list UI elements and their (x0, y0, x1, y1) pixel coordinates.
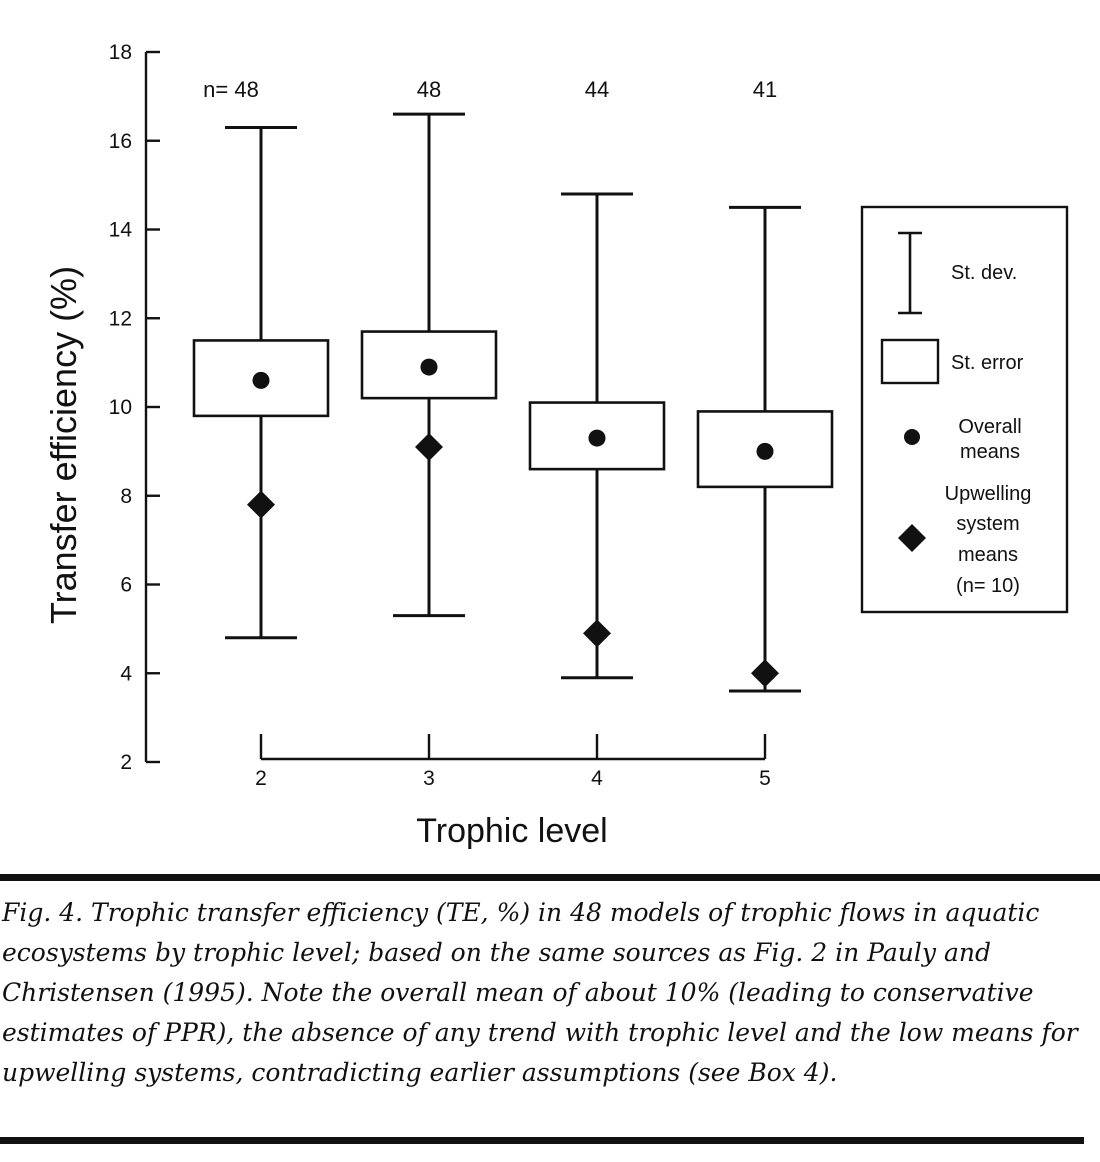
upwelling-mean-point-2 (247, 491, 275, 519)
y-tick-label-6: 6 (120, 573, 132, 597)
legend-upwelling-label-2: system (956, 513, 1020, 535)
y-tick-label-2: 2 (120, 751, 132, 774)
caption-bottom-rule (0, 1137, 1084, 1144)
overall-mean-point-3 (421, 359, 438, 376)
legend (862, 207, 1067, 612)
upwelling-mean-point-3 (415, 433, 443, 461)
overall-mean-point-4 (589, 430, 606, 447)
legend-sterror-icon (882, 340, 938, 383)
legend-sterror-label: St. error (951, 352, 1024, 374)
legend-overall-label-2: means (959, 441, 1021, 463)
y-axis-title: Transfer efficiency (%) (43, 265, 84, 625)
y-tick-label-12: 12 (108, 307, 132, 331)
x-tick-label-4: 4 (591, 767, 603, 790)
y-tick-label-8: 8 (120, 484, 132, 508)
legend-overall-label-1: Overall (958, 416, 1022, 438)
x-axis (255, 734, 771, 790)
legend-overall-mean-icon (904, 429, 920, 445)
n-label-4: 44 (584, 77, 610, 102)
x-tick-label-5: 5 (759, 767, 771, 790)
y-axis (109, 41, 160, 774)
y-tick-label-4: 4 (120, 662, 132, 686)
x-tick-label-2: 2 (255, 767, 267, 790)
legend-upwelling-label-3: means (957, 544, 1019, 566)
caption-top-rule (0, 874, 1100, 881)
y-tick-label-18: 18 (108, 41, 132, 64)
y-tick-label-16: 16 (108, 129, 132, 153)
figure-caption: Fig. 4. Trophic transfer efficiency (TE, %) in 48 models of trophic flows in aquatic ecosystems by trophic level; based on the same sources as Fig. 2 in Pauly and Christensen (1995). Note the overall mean of about 10% (leading to conservative estimates of PPR), the absence of any trend with trophic level and the low means for upwelling systems, contradicting earlier assumptions (see Box 4). (2, 898, 1078, 1087)
legend-stdev-label: St. dev. (951, 262, 1018, 284)
overall-mean-point-5 (757, 443, 774, 460)
overall-mean-point-2 (253, 372, 270, 389)
upwelling-mean-point-5 (751, 659, 779, 687)
n-label-3: 48 (416, 77, 442, 102)
y-tick-label-10: 10 (108, 396, 132, 419)
x-tick-label-3: 3 (423, 767, 435, 790)
x-axis-title: Trophic level (416, 812, 608, 850)
legend-upwelling-label-1: Upwelling (944, 483, 1032, 505)
plot-marks (194, 77, 832, 691)
n-label-2: n= 48 (203, 77, 259, 102)
y-tick-label-14: 14 (108, 218, 132, 242)
n-label-5: 41 (752, 77, 778, 102)
legend-upwelling-label-4: (n= 10) (956, 575, 1020, 597)
upwelling-mean-point-4 (583, 619, 611, 647)
